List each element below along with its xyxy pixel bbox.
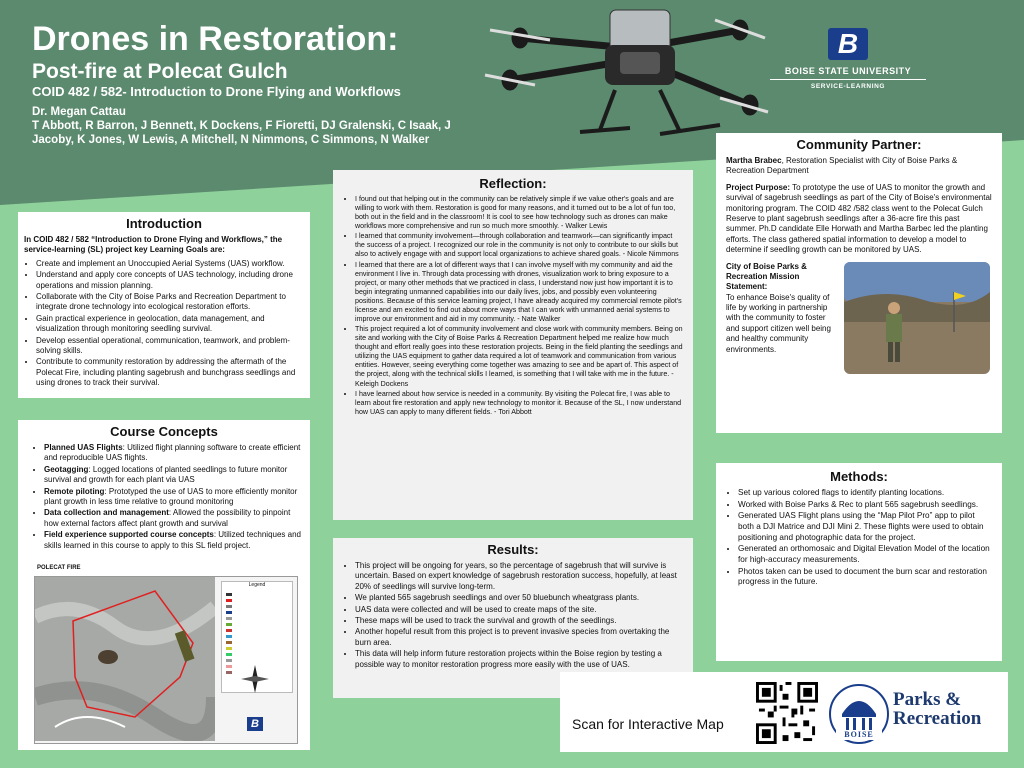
qr-code[interactable]: [756, 682, 818, 744]
authors-line-2: Jacoby, K Jones, W Lewis, A Mitchell, N Nimmons, C Simmons, N Walker: [32, 133, 430, 146]
list-item: • These maps will be used to track the survival and growth of the seedlings.: [355, 616, 683, 626]
poster-title: Drones in Restoration:: [32, 20, 399, 58]
map-title: POLECAT FIRE: [37, 565, 81, 571]
project-purpose: Project Purpose: To prototype the use of UAS to monitor the growth and survival of sagebrush seedlings as part of the City of Boise's environmental monitoring program. The COID 482 /582 class went to the Polecat Gulch Reserve to plant sagebrush seedlings after a 36-acre fire this past summer. Ph.D candidate Elle Horwath and Martha Barbec led the planting efforts. The class gathered spatial information to develop a model to determine if seedling growth can be monitored by UAS.: [726, 182, 992, 255]
course-concepts-heading: Course Concepts: [110, 424, 218, 439]
recreation-label: Recreation: [893, 708, 982, 729]
list-item: • This project required a lot of community involvement and close work with community members. Being on site and working with the City of Boise Parks & Recreation Department helped me realize how much thought and effort really goes into these restoration projects. Being in the field planting the seedlings and utilizing the UAS equipment to gather data required a lot of teamwork and communication from various entities. However, seeing everything come together was amazing to see and be apart of. This aspect of the project, along with the technical skills I learned, is something that I will take with me in the future. - Keleigh Dockens: [355, 325, 683, 389]
authors-line-1: T Abbott, R Barron, J Bennett, K Dockens, F Fioretti, DJ Gralenski, C Isaak, J: [32, 119, 451, 132]
mission-row: [726, 262, 992, 374]
community-partner-heading: Community Partner:: [796, 137, 922, 152]
field-photo: [844, 262, 990, 374]
reflection-heading: Reflection:: [479, 176, 547, 191]
list-item: • Planned UAS Flights: Utilized flight planning software to create efficient and reproducible UAS flights.: [44, 443, 302, 464]
drone-icon: [480, 0, 770, 150]
introduction-panel: [18, 212, 310, 398]
polecat-fire-map: [34, 565, 298, 744]
boise-state-logo: [770, 28, 926, 90]
instructor: Dr. Megan Cattau: [32, 106, 126, 118]
course-title: COID 482 / 582- Introduction to Drone Flying and Workflows: [32, 84, 401, 99]
list-item: • Generated UAS Flight plans using the “Map Pilot Pro” app to pilot both a DJI Matrice and DJI Mini 2. These flights were used to obtain positioning and photographic data for the project.: [738, 511, 992, 543]
list-item: • Generated an orthomosaic and Digital Elevation Model of the location for high-accuracy measurements.: [738, 544, 992, 565]
parks-label: Parks &: [893, 689, 962, 710]
list-item: • We planted 565 sagebrush seedlings and over 50 bluebunch wheatgrass plants.: [355, 593, 683, 603]
mission-text: To enhance Boise's quality of life by working in partnership with the community to foster and support citizen well being and healthy community environments.: [726, 292, 831, 354]
service-learning-label: SERVICE-LEARNING: [810, 83, 886, 90]
course-concepts-panel: [18, 420, 310, 750]
list-item: • Understand and apply core concepts of UAS technology, including drone operations and mission planning.: [36, 270, 304, 291]
introduction-lead: In COID 482 / 582 “Introduction to Drone Flying and Workflows,” the service-learning (SL) project key Learning Goals are:: [24, 235, 283, 255]
author-list: [32, 106, 502, 147]
list-item: • I learned that community involvement—through collaboration and teamwork—can significantly impact the success of a project. I recognized our role in the community is not only to contribute to our skills but also to actively engage with and support local organizations to achieve shared goals. - Nicole Nimmons: [355, 232, 683, 259]
list-item: • This data will help inform future restoration projects within the Boise region by testing a possible way to monitor restoration progress more easily with the use of UAS.: [355, 649, 683, 670]
introduction-heading: Introduction: [126, 216, 202, 231]
boise-word: BOISE: [844, 730, 874, 739]
list-item: • I found out that helping out in the community can be relatively simple if we value other's goals and are willing to work with them. Restoration is good for many reasons, and it turned out to be a lot of fun too, both out in the field and in the classroom! It is cool to see how technology such as drones can make workflows more comprehensive and run so much more smoothly. - Walker Lewis: [355, 195, 683, 231]
list-item: • Collaborate with the City of Boise Parks and Recreation Department to integrate drone technology into ecological restoration efforts.: [36, 292, 304, 313]
list-item: • Another hopeful result from this project is to prevent invasive species from overtaking the burn area.: [355, 627, 683, 648]
list-item: • I have learned about how service is needed in a community. By visiting the Polecat fire, I was able to learn about fire restoration and apply new technology to monitor it. Because of the SL, I now understand how UAS can apply to many different fields. - Tori Abbott: [355, 390, 683, 417]
reflection-panel: [333, 170, 693, 520]
list-item: • Contribute to community restoration by addressing the aftermath of the Polecat Fire, including planting sagebrush and bunchgrass seedlings and using drones to track their survival.: [36, 357, 304, 388]
map-image: [35, 577, 215, 741]
list-item: • UAS data were collected and will be used to create maps of the site.: [355, 605, 683, 615]
mission-heading: City of Boise Parks & Recreation Mission Statement:: [726, 261, 807, 292]
list-item: • Remote piloting: Prototyped the use of UAS to more efficiently monitor plant growth in less time relative to ground monitoring: [44, 487, 302, 508]
list-item: • Create and implement an Unoccupied Aerial Systems (UAS) workflow.: [36, 259, 304, 269]
methods-heading: Methods:: [830, 469, 888, 484]
poster-subtitle: Post-fire at Polecat Gulch: [32, 60, 288, 83]
methods-panel: [716, 463, 1002, 661]
parks-recreation-logo: [893, 690, 981, 728]
university-name: BOISE STATE UNIVERSITY: [770, 66, 926, 80]
north-arrow-icon: [241, 665, 269, 693]
list-item: • Set up various colored flags to identify planting locations.: [738, 488, 992, 499]
boise-b-icon: B: [828, 28, 868, 60]
legend-title: Legend: [248, 582, 266, 588]
list-item: • Photos taken can be used to document the burn scar and restoration progress in the future.: [738, 567, 992, 588]
boise-b-icon: B: [247, 717, 263, 731]
list-item: • Worked with Boise Parks & Rec to plant 565 sagebrush seedlings.: [738, 500, 992, 511]
partner-info: Martha Brabec, Restoration Specialist with City of Boise Parks & Recreation Department: [726, 156, 958, 176]
scan-label: Scan for Interactive Map: [572, 716, 724, 732]
list-item: • Data collection and management: Allowed the possibility to pinpoint how external factors affect plant growth and survival: [44, 508, 302, 529]
list-item: • Geotagging: Logged locations of planted seedlings to future monitor survival and growth for each plant via UAS: [44, 465, 302, 486]
list-item: • Develop essential operational, communication, teamwork, and problem-solving skills.: [36, 336, 304, 357]
results-heading: Results:: [487, 542, 539, 557]
list-item: • This project will be ongoing for years, so the percentage of sagebrush that will survive is uncertain. Based on expert knowledge of sagebrush restoration success, hopefully, at least 20% of seedlings will survive long-term.: [355, 561, 683, 592]
list-item: • Gain practical experience in geolocation, data management, and visualization through monitoring seedling survival.: [36, 314, 304, 335]
mission-block: [726, 262, 838, 374]
list-item: • Field experience supported course concepts: Utilized techniques and skills learned in this course to apply to this SL field project.: [44, 530, 302, 551]
community-partner-panel: [716, 133, 1002, 433]
list-item: • I learned that there are a lot of different ways that I can involve myself with my community and aid the environment I live in. Through data processing with drones, visualization work to bring exposure to a project, or many other methods that we practiced in class, I understand now just how important it is to begin integrating unmanned capabilities into our daily lives, jobs, and possibly even volunteering positions. Because of this service learning project, I have already acquired my commercial remote pilot's license and am excited to find out about more ways that I can work with unmanned aerial systems to improve our environment and aid in my community. - Nate Walker: [355, 261, 683, 325]
